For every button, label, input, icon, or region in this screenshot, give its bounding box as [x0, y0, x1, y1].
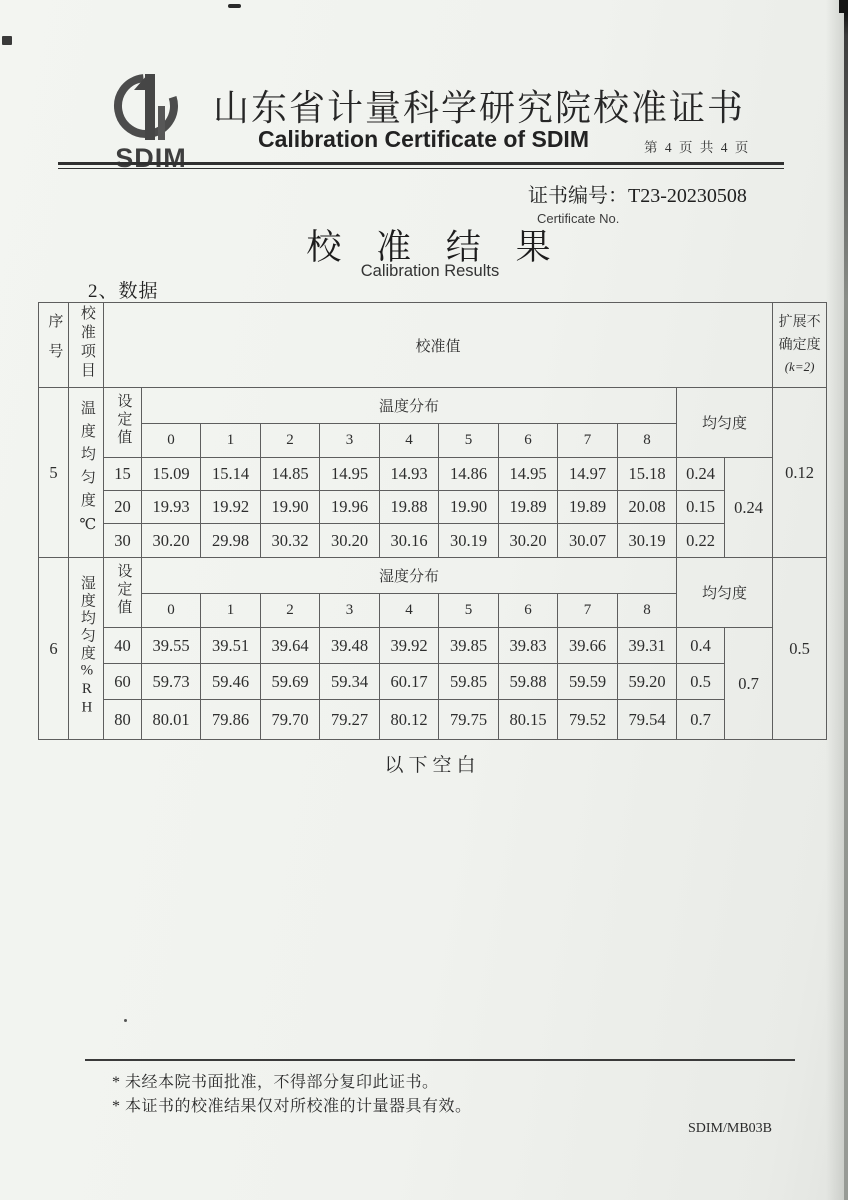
- point-cell: 1: [201, 594, 261, 628]
- scan-edge-shadow: [844, 0, 848, 1200]
- value-cell: 80.01: [142, 700, 201, 740]
- uniformity-cell: 0.22: [677, 524, 725, 558]
- value-cell: 30.19: [618, 524, 677, 558]
- point-cell: 8: [618, 594, 677, 628]
- point-cell: 7: [558, 594, 618, 628]
- uniformity-cell: 0.4: [677, 628, 725, 664]
- footer-note: * 本证书的校准结果仅对所校准的计量器具有效。: [112, 1098, 472, 1115]
- value-cell: 14.85: [261, 458, 320, 491]
- point-cell: 4: [380, 594, 439, 628]
- value-cell: 39.66: [558, 628, 618, 664]
- overall-uniformity-cell: 0.24: [725, 458, 773, 558]
- value-cell: 79.75: [439, 700, 499, 740]
- value-cell: 59.69: [261, 664, 320, 700]
- value-cell: 39.92: [380, 628, 439, 664]
- value-cell: 19.90: [261, 491, 320, 524]
- uniformity-cell: 0.24: [677, 458, 725, 491]
- value-cell: 59.73: [142, 664, 201, 700]
- value-cell: 20.08: [618, 491, 677, 524]
- section5-item-label: 温度均匀度℃: [78, 399, 95, 541]
- item-header-cell: [69, 303, 104, 388]
- value-cell: 80.12: [380, 700, 439, 740]
- section6-item-label: 湿度均匀度%RH: [78, 574, 95, 718]
- table-row: [39, 700, 827, 740]
- point-cell: 5: [439, 424, 499, 458]
- value-cell: 59.59: [558, 664, 618, 700]
- table-row: [39, 491, 827, 524]
- section6-setvalue-header-cell: [104, 558, 142, 628]
- point-cell: 3: [320, 594, 380, 628]
- set-value-cell: 30: [104, 524, 142, 558]
- value-cell: 59.88: [499, 664, 558, 700]
- uncertainty-header-cell: [773, 303, 827, 388]
- point-cell: 1: [201, 424, 261, 458]
- table-header-row: [39, 303, 827, 388]
- scan-speck: [2, 36, 12, 45]
- value-cell: 29.98: [201, 524, 261, 558]
- value-cell: 14.95: [499, 458, 558, 491]
- set-value-cell: 20: [104, 491, 142, 524]
- uncertainty-k-label: (k=2): [784, 358, 815, 374]
- section5-setvalue-label: 设定值: [115, 393, 132, 447]
- certificate-number: 证书编号：T23-20230508: [528, 185, 747, 207]
- value-cell: 59.20: [618, 664, 677, 700]
- section6-distribution-header-cell: 湿度分布: [142, 558, 677, 594]
- section6-uncertainty-cell: 0.5: [773, 558, 827, 740]
- cal-value-header-cell: 校准值: [104, 303, 773, 388]
- value-cell: 59.34: [320, 664, 380, 700]
- section5-item-cell: [69, 388, 104, 558]
- point-cell: 0: [142, 594, 201, 628]
- page-number: 第 4 页 共 4 页: [644, 140, 751, 155]
- section5-uniformity-header-cell: 均匀度: [677, 388, 773, 458]
- value-cell: 15.09: [142, 458, 201, 491]
- value-cell: 79.70: [261, 700, 320, 740]
- value-cell: 30.07: [558, 524, 618, 558]
- uniformity-cell: 0.7: [677, 700, 725, 740]
- results-title-en: Calibration Results: [360, 262, 500, 280]
- value-cell: 30.32: [261, 524, 320, 558]
- value-cell: 15.18: [618, 458, 677, 491]
- header-divider: [58, 162, 784, 169]
- section6-item-cell: [69, 558, 104, 740]
- scan-speck: [228, 4, 241, 8]
- value-cell: 80.15: [499, 700, 558, 740]
- section5-setvalue-header-cell: [104, 388, 142, 458]
- sdim-logo-icon: [98, 68, 204, 144]
- set-value-cell: 60: [104, 664, 142, 700]
- value-cell: 14.86: [439, 458, 499, 491]
- value-cell: 19.96: [320, 491, 380, 524]
- section6-seq-cell: 6: [39, 558, 69, 740]
- value-cell: 19.90: [439, 491, 499, 524]
- value-cell: 19.88: [380, 491, 439, 524]
- value-cell: 14.93: [380, 458, 439, 491]
- table-row: [39, 628, 827, 664]
- scan-speck: [124, 1019, 127, 1022]
- value-cell: 19.89: [558, 491, 618, 524]
- footer-divider: [85, 1059, 795, 1061]
- section6-setvalue-label: 设定值: [115, 563, 132, 617]
- uncertainty-header-label: 扩展不确定度: [778, 315, 821, 353]
- value-cell: 79.86: [201, 700, 261, 740]
- value-cell: 59.46: [201, 664, 261, 700]
- value-cell: 30.20: [499, 524, 558, 558]
- value-cell: 15.14: [201, 458, 261, 491]
- institute-title-en: Calibration Certificate of SDIM: [258, 126, 589, 152]
- certificate-number-caption: Certificate No.: [537, 211, 620, 226]
- point-cell: 6: [499, 424, 558, 458]
- scan-edge-band: [826, 0, 844, 1200]
- footer-note: * 未经本院书面批准，不得部分复印此证书。: [112, 1074, 439, 1091]
- overall-uniformity-cell: 0.7: [725, 628, 773, 740]
- set-value-cell: 80: [104, 700, 142, 740]
- value-cell: 39.31: [618, 628, 677, 664]
- value-cell: 30.19: [439, 524, 499, 558]
- set-value-cell: 15: [104, 458, 142, 491]
- section5-header-row: [39, 388, 827, 424]
- section6-uniformity-header-cell: 均匀度: [677, 558, 773, 628]
- value-cell: 39.85: [439, 628, 499, 664]
- data-section-label: 2、数据: [88, 281, 159, 302]
- point-cell: 8: [618, 424, 677, 458]
- table-row: [39, 524, 827, 558]
- value-cell: 79.54: [618, 700, 677, 740]
- uniformity-cell: 0.5: [677, 664, 725, 700]
- value-cell: 19.93: [142, 491, 201, 524]
- scan-corner-artifact: [839, 0, 848, 13]
- value-cell: 39.55: [142, 628, 201, 664]
- set-value-cell: 40: [104, 628, 142, 664]
- uniformity-cell: 0.15: [677, 491, 725, 524]
- form-code: SDIM/MB03B: [688, 1121, 773, 1136]
- section5-seq-cell: 5: [39, 388, 69, 558]
- seq-header-label: 序号: [46, 312, 63, 373]
- value-cell: 39.64: [261, 628, 320, 664]
- section6-header-row: [39, 558, 827, 594]
- value-cell: 39.83: [499, 628, 558, 664]
- value-cell: 19.89: [499, 491, 558, 524]
- point-cell: 3: [320, 424, 380, 458]
- table-row: [39, 664, 827, 700]
- value-cell: 39.48: [320, 628, 380, 664]
- point-cell: 2: [261, 594, 320, 628]
- blank-below-note: 以下空白: [384, 755, 481, 776]
- value-cell: 79.27: [320, 700, 380, 740]
- section5-distribution-header-cell: 温度分布: [142, 388, 677, 424]
- value-cell: 14.97: [558, 458, 618, 491]
- seq-header-cell: [39, 303, 69, 388]
- point-cell: 0: [142, 424, 201, 458]
- point-cell: 4: [380, 424, 439, 458]
- value-cell: 14.95: [320, 458, 380, 491]
- value-cell: 39.51: [201, 628, 261, 664]
- sdim-logo-text: SDIM: [115, 143, 187, 173]
- point-cell: 5: [439, 594, 499, 628]
- calibration-results-table: [38, 302, 827, 740]
- section5-uncertainty-cell: 0.12: [773, 388, 827, 558]
- institute-title-cn: 山东省计量科学研究院校准证书: [213, 88, 746, 128]
- value-cell: 59.85: [439, 664, 499, 700]
- point-cell: 2: [261, 424, 320, 458]
- value-cell: 30.20: [142, 524, 201, 558]
- item-header-label: 校准项目: [78, 304, 95, 381]
- results-title-cn: 校 准 结 果: [306, 228, 564, 267]
- sdim-logo: [98, 68, 204, 172]
- value-cell: 30.16: [380, 524, 439, 558]
- value-cell: 19.92: [201, 491, 261, 524]
- point-cell: 7: [558, 424, 618, 458]
- value-cell: 30.20: [320, 524, 380, 558]
- point-cell: 6: [499, 594, 558, 628]
- value-cell: 79.52: [558, 700, 618, 740]
- value-cell: 60.17: [380, 664, 439, 700]
- table-row: [39, 458, 827, 491]
